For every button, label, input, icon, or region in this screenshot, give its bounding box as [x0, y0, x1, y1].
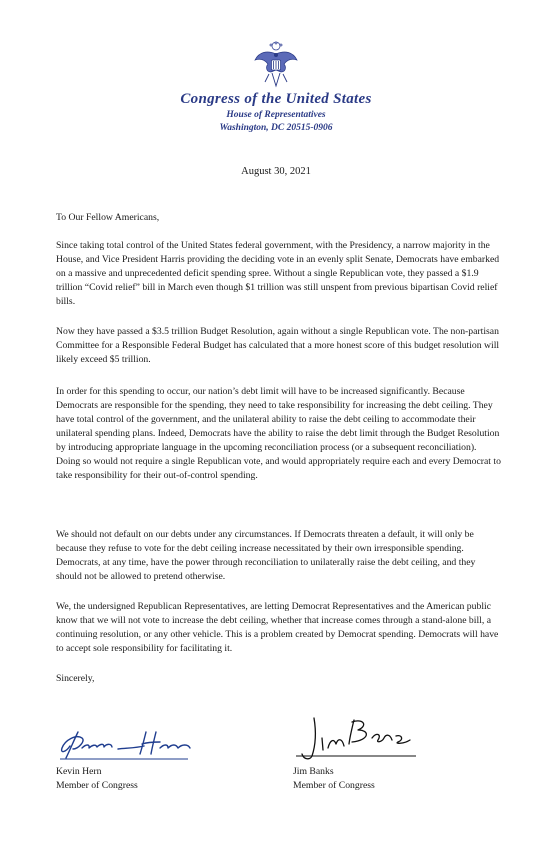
signature-jim-banks — [292, 710, 422, 762]
signer-name: Kevin Hern — [56, 766, 102, 777]
closing: Sincerely, — [56, 673, 95, 684]
salutation: To Our Fellow Americans, — [56, 212, 160, 223]
letterhead-title: Congress of the United States — [180, 91, 372, 107]
body-paragraph: We, the undersigned Republican Representatives, are letting Democrat Representatives and the American public know that we will not vote to increase the debt ceiling, whether that increase comes through a stand-alone bill, a continuing resolution, or any other vehicle. This is a problem created by Democrat spending. Democrats will have to accept sole responsibility for facilitating it. — [56, 601, 499, 654]
letter-date: August 30, 2021 — [241, 166, 311, 177]
signer-title: Member of Congress — [293, 780, 375, 791]
body-paragraph: We should not default on our debts under any circumstances. If Democrats threaten a default, it will only be because they refuse to vote for the debt ceiling increase necessitated by their own irresponsible spending. Democrats, at any time, have the power through reconciliation to unilaterally raise the debt ceiling, and they should not be allowed to pretend otherwise. — [56, 529, 476, 582]
signature-kevin-hern — [56, 722, 196, 762]
body-paragraph: Since taking total control of the United States federal government, with the Presidency, a narrow majority in the House, and Vice President Harris providing the deciding vote in an evenly split Senate, Democrats have embarked on a massive and unprecedented deficit spending spree. Without a single Republican vote, they passed a $1.9 trillion “Covid relief” bill in March even though $1 trillion was still unspent from previous bipartisan Covid relief bills. — [56, 240, 500, 307]
letterhead-address: Washington, DC 20515-0906 — [219, 123, 333, 133]
signer-name: Jim Banks — [293, 766, 334, 777]
eagle-seal-icon — [253, 40, 299, 90]
body-paragraph: Now they have passed a $3.5 trillion Budget Resolution, again without a single Republican vote. The non-partisan Committee for a Responsible Federal Budget has calculated that a more honest score of this budget resolution will likely exceed $5 trillion. — [56, 326, 500, 365]
signer-title: Member of Congress — [56, 780, 138, 791]
signer-jim-banks — [293, 765, 375, 793]
body-paragraph: In order for this spending to occur, our nation’s debt limit will have to be increased significantly. Because Democrats are responsible for the spending, they need to take responsibility for increasing the debt ceiling. They have total control of the government, and the unilateral ability to raise the debt ceiling to accommodate their unilateral spending plans. Indeed, Democrats have the ability to raise the debt limit through the Budget Resolution by introducing appropriate language in the upcoming reconciliation process (or a subsequent reconciliation). Doing so would not require a single Republican vote, and would appropriately require each and every Democrat to take responsibility for their out-of-control spending. — [56, 386, 501, 481]
signer-kevin-hern — [56, 765, 138, 793]
letterhead-chamber: House of Representatives — [226, 110, 326, 120]
